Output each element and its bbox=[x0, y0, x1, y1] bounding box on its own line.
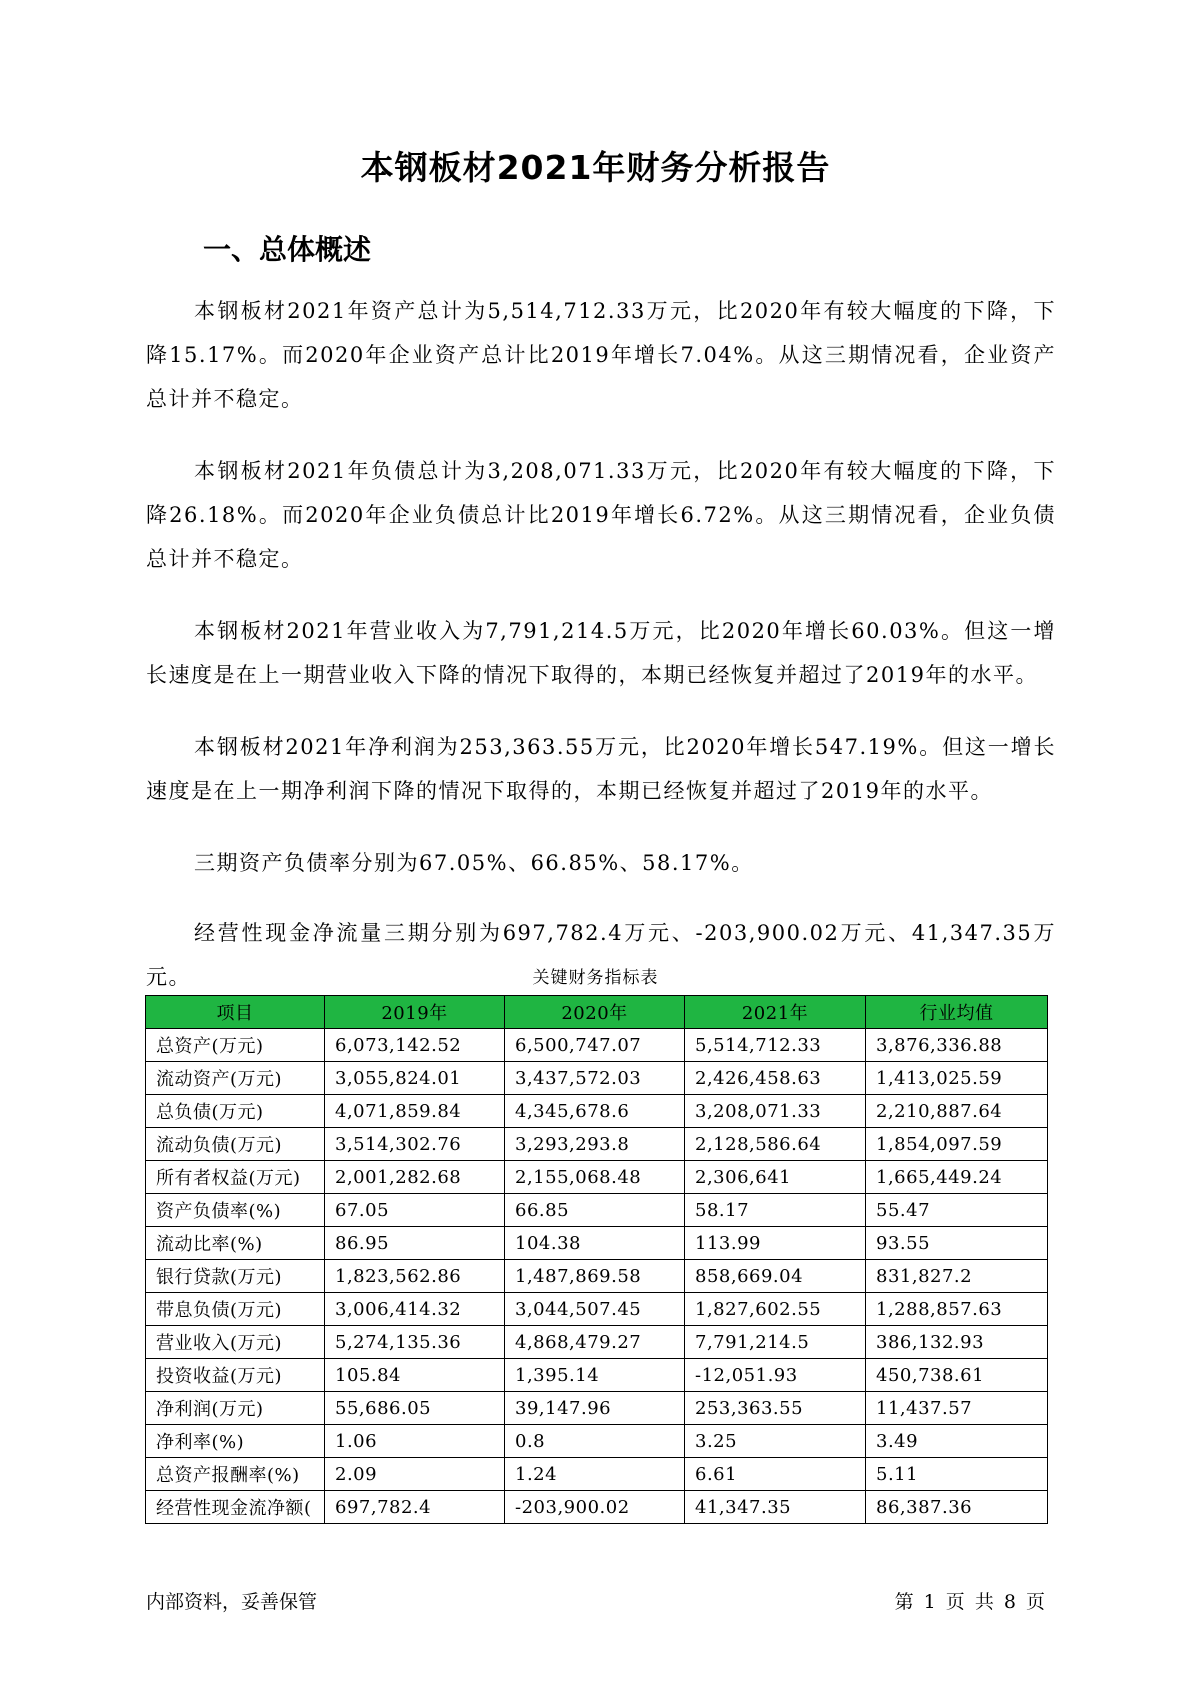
value-2021: -12,051.93 bbox=[685, 1359, 866, 1392]
row-label: 流动比率(%) bbox=[146, 1227, 325, 1260]
row-label: 流动资产(万元) bbox=[146, 1062, 325, 1095]
value-2021: 858,669.04 bbox=[685, 1260, 866, 1293]
value-industry-average: 1,288,857.63 bbox=[866, 1293, 1048, 1326]
value-2019: 697,782.4 bbox=[325, 1491, 505, 1524]
value-industry-average: 3.49 bbox=[866, 1425, 1048, 1458]
value-industry-average: 3,876,336.88 bbox=[866, 1029, 1048, 1062]
header-item: 项目 bbox=[146, 996, 325, 1029]
header-industry-average: 行业均值 bbox=[866, 996, 1048, 1029]
value-2019: 1,823,562.86 bbox=[325, 1260, 505, 1293]
value-2019: 55,686.05 bbox=[325, 1392, 505, 1425]
table-row bbox=[146, 1458, 1048, 1491]
value-2020: 39,147.96 bbox=[505, 1392, 685, 1425]
value-2020: 0.8 bbox=[505, 1425, 685, 1458]
value-2020: 104.38 bbox=[505, 1227, 685, 1260]
value-industry-average: 55.47 bbox=[866, 1194, 1048, 1227]
value-2021: 5,514,712.33 bbox=[685, 1029, 866, 1062]
value-2020: 3,437,572.03 bbox=[505, 1062, 685, 1095]
row-label: 经营性现金流净额( bbox=[146, 1491, 325, 1524]
value-industry-average: 831,827.2 bbox=[866, 1260, 1048, 1293]
value-industry-average: 1,413,025.59 bbox=[866, 1062, 1048, 1095]
row-label: 资产负债率(%) bbox=[146, 1194, 325, 1227]
row-label: 净利率(%) bbox=[146, 1425, 325, 1458]
value-2021: 2,426,458.63 bbox=[685, 1062, 866, 1095]
value-industry-average: 1,854,097.59 bbox=[866, 1128, 1048, 1161]
document-title: 本钢板材2021年财务分析报告 bbox=[360, 148, 831, 187]
table-row bbox=[146, 1260, 1048, 1293]
value-2020: 1.24 bbox=[505, 1458, 685, 1491]
paragraph-net-profit: 本钢板材2021年净利润为253,363.55万元，比2020年增长547.19%。但这一增长速度是在上一期净利润下降的情况下取得的，本期已经恢复并超过了2019年的水平。 bbox=[146, 735, 1056, 803]
value-2020: 3,044,507.45 bbox=[505, 1293, 685, 1326]
value-2020: 66.85 bbox=[505, 1194, 685, 1227]
value-2021: 253,363.55 bbox=[685, 1392, 866, 1425]
value-2020: 4,868,479.27 bbox=[505, 1326, 685, 1359]
table-row bbox=[146, 1062, 1048, 1095]
value-2019: 4,071,859.84 bbox=[325, 1095, 505, 1128]
table-row bbox=[146, 1161, 1048, 1194]
row-label: 总负债(万元) bbox=[146, 1095, 325, 1128]
value-2019: 1.06 bbox=[325, 1425, 505, 1458]
header-2021: 2021年 bbox=[685, 996, 866, 1029]
table-row bbox=[146, 1359, 1048, 1392]
row-label: 净利润(万元) bbox=[146, 1392, 325, 1425]
value-2021: 2,306,641 bbox=[685, 1161, 866, 1194]
paragraph-cash-flow: 经营性现金净流量三期分别为697,782.4万元、-203,900.02万元、41,347.35万元。 bbox=[146, 921, 1056, 989]
value-2020: 4,345,678.6 bbox=[505, 1095, 685, 1128]
value-2019: 3,006,414.32 bbox=[325, 1293, 505, 1326]
value-2021: 3,208,071.33 bbox=[685, 1095, 866, 1128]
value-industry-average: 86,387.36 bbox=[866, 1491, 1048, 1524]
value-2020: 6,500,747.07 bbox=[505, 1029, 685, 1062]
row-label: 投资收益(万元) bbox=[146, 1359, 325, 1392]
key-financial-indicators-table bbox=[145, 995, 1048, 1524]
value-industry-average: 5.11 bbox=[866, 1458, 1048, 1491]
table-caption: 关键财务指标表 bbox=[532, 968, 659, 988]
row-label: 银行贷款(万元) bbox=[146, 1260, 325, 1293]
header-2020: 2020年 bbox=[505, 996, 685, 1029]
value-industry-average: 1,665,449.24 bbox=[866, 1161, 1048, 1194]
table-row bbox=[146, 1425, 1048, 1458]
value-2021: 1,827,602.55 bbox=[685, 1293, 866, 1326]
table-row bbox=[146, 1029, 1048, 1062]
table-body bbox=[146, 1029, 1048, 1524]
header-2019: 2019年 bbox=[325, 996, 505, 1029]
table-row bbox=[146, 1227, 1048, 1260]
value-2021: 41,347.35 bbox=[685, 1491, 866, 1524]
value-industry-average: 2,210,887.64 bbox=[866, 1095, 1048, 1128]
value-2021: 7,791,214.5 bbox=[685, 1326, 866, 1359]
value-2019: 3,514,302.76 bbox=[325, 1128, 505, 1161]
value-2021: 3.25 bbox=[685, 1425, 866, 1458]
footer-confidential-note: 内部资料，妥善保管 bbox=[146, 1591, 318, 1613]
value-2020: -203,900.02 bbox=[505, 1491, 685, 1524]
table-row bbox=[146, 1491, 1048, 1524]
row-label: 营业收入(万元) bbox=[146, 1326, 325, 1359]
value-2019: 3,055,824.01 bbox=[325, 1062, 505, 1095]
paragraphs bbox=[146, 289, 1056, 1025]
value-2020: 1,395.14 bbox=[505, 1359, 685, 1392]
row-label: 流动负债(万元) bbox=[146, 1128, 325, 1161]
row-label: 总资产报酬率(%) bbox=[146, 1458, 325, 1491]
value-industry-average: 386,132.93 bbox=[866, 1326, 1048, 1359]
value-2019: 86.95 bbox=[325, 1227, 505, 1260]
paragraph-assets: 本钢板材2021年资产总计为5,514,712.33万元，比2020年有较大幅度的下降，下降15.17%。而2020年企业资产总计比2019年增长7.04%。从这三期情况看，企业资产总计并不稳定。 bbox=[146, 299, 1056, 411]
value-2019: 5,274,135.36 bbox=[325, 1326, 505, 1359]
value-2021: 58.17 bbox=[685, 1194, 866, 1227]
table-row bbox=[146, 1194, 1048, 1227]
table-row bbox=[146, 1293, 1048, 1326]
row-label: 所有者权益(万元) bbox=[146, 1161, 325, 1194]
value-2019: 6,073,142.52 bbox=[325, 1029, 505, 1062]
table-header-row bbox=[146, 996, 1048, 1029]
value-2019: 2,001,282.68 bbox=[325, 1161, 505, 1194]
value-2021: 6.61 bbox=[685, 1458, 866, 1491]
value-industry-average: 93.55 bbox=[866, 1227, 1048, 1260]
value-2021: 113.99 bbox=[685, 1227, 866, 1260]
row-label: 总资产(万元) bbox=[146, 1029, 325, 1062]
value-2020: 1,487,869.58 bbox=[505, 1260, 685, 1293]
table-row bbox=[146, 1326, 1048, 1359]
value-2020: 2,155,068.48 bbox=[505, 1161, 685, 1194]
paragraph-debt-ratio: 三期资产负债率分别为67.05%、66.85%、58.17%。 bbox=[194, 851, 754, 875]
value-2021: 2,128,586.64 bbox=[685, 1128, 866, 1161]
table-row bbox=[146, 1128, 1048, 1161]
footer-page-number: 第 1 页 共 8 页 bbox=[894, 1591, 1045, 1613]
value-2019: 2.09 bbox=[325, 1458, 505, 1491]
value-industry-average: 450,738.61 bbox=[866, 1359, 1048, 1392]
value-2019: 67.05 bbox=[325, 1194, 505, 1227]
value-industry-average: 11,437.57 bbox=[866, 1392, 1048, 1425]
paragraph-revenue: 本钢板材2021年营业收入为7,791,214.5万元，比2020年增长60.03%。但这一增长速度是在上一期营业收入下降的情况下取得的，本期已经恢复并超过了2019年的水平。 bbox=[146, 619, 1056, 687]
value-2019: 105.84 bbox=[325, 1359, 505, 1392]
section-heading: 一、总体概述 bbox=[203, 233, 372, 266]
table-row bbox=[146, 1095, 1048, 1128]
table-row bbox=[146, 1392, 1048, 1425]
row-label: 带息负债(万元) bbox=[146, 1293, 325, 1326]
paragraph-liabilities: 本钢板材2021年负债总计为3,208,071.33万元，比2020年有较大幅度的下降，下降26.18%。而2020年企业负债总计比2019年增长6.72%。从这三期情况看，企业负债总计并不稳定。 bbox=[146, 459, 1056, 571]
value-2020: 3,293,293.8 bbox=[505, 1128, 685, 1161]
